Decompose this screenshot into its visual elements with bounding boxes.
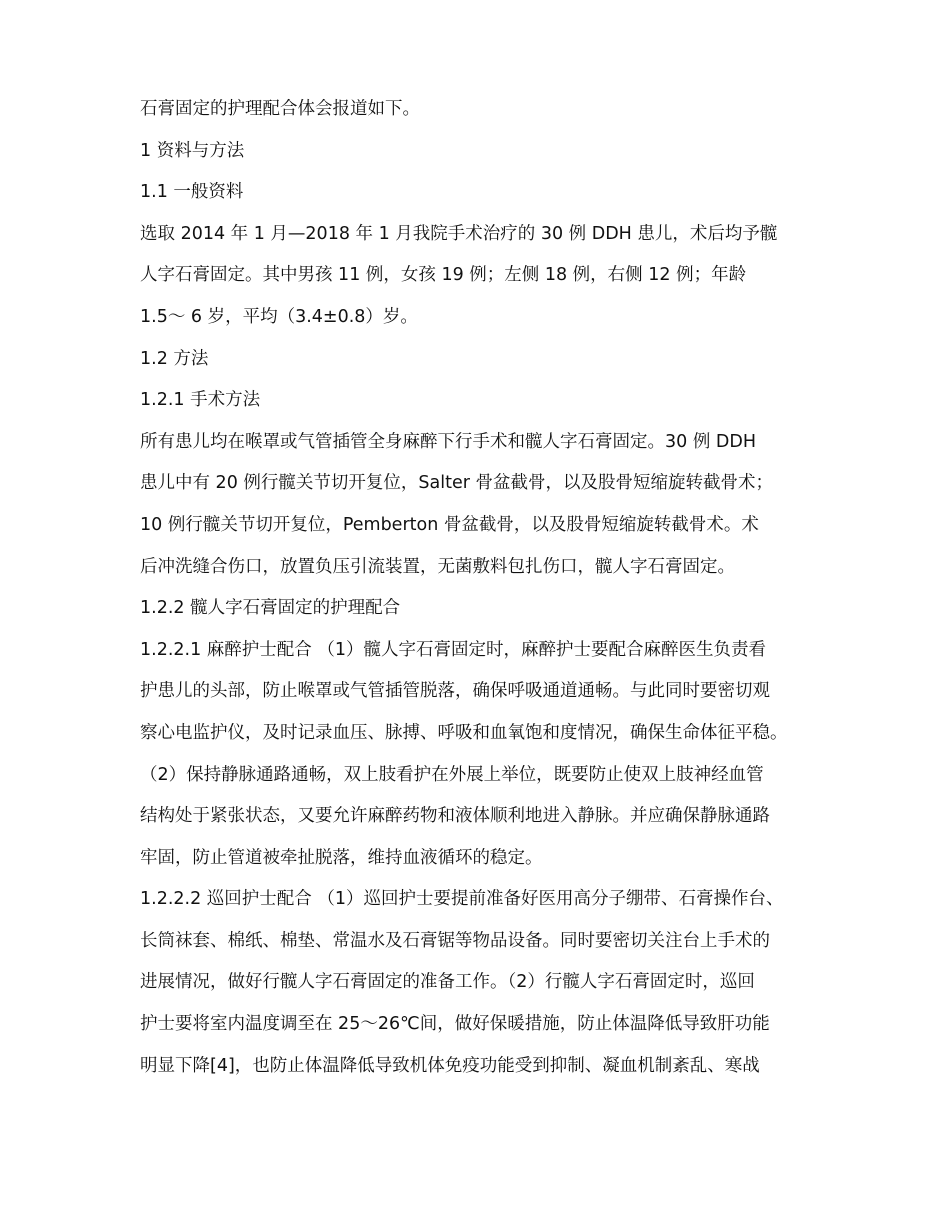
text-line: 1.2.2.2 巡回护士配合 （1）巡回护士要提前准备好医用高分子绷带、石膏操作台、 <box>140 889 784 910</box>
text-line: 后冲洗缝合伤口，放置负压引流装置，无菌敷料包扎伤口，髋人字石膏固定。 <box>140 556 735 577</box>
text-line: 护患儿的头部，防止喉罩或气管插管脱落，确保呼吸通道通畅。与此同时要密切观 <box>140 681 770 702</box>
text-line: 长筒袜套、棉纸、棉垫、常温水及石膏锯等物品设备。同时要密切关注台上手术的 <box>140 930 770 951</box>
subsection-heading: 1.2 方法 <box>140 348 209 369</box>
text-line: 明显下降[4]，也防止体温降低导致机体免疫功能受到抑制、凝血机制紊乱、寒战 <box>140 1055 760 1076</box>
text-line: （2）保持静脉通路通畅，双上肢看护在外展上举位，既要防止使双上肢神经血管 <box>140 764 764 785</box>
subsection-heading: 1.2.1 手术方法 <box>140 390 261 411</box>
text-line: 选取 2014 年 1 月—2018 年 1 月我院手术治疗的 30 例 DDH 患儿，术后均予髋 <box>140 223 778 244</box>
subsection-heading: 1.2.2 髋人字石膏固定的护理配合 <box>140 598 401 619</box>
text-line: 1.2.2.1 麻醉护士配合 （1）髋人字石膏固定时，麻醉护士要配合麻醉医生负责看 <box>140 639 766 660</box>
text-line: 察心电监护仪，及时记录血压、脉搏、呼吸和血氧饱和度情况，确保生命体征平稳。 <box>140 722 788 743</box>
text-line: 所有患儿均在喉罩或气管插管全身麻醉下行手术和髋人字石膏固定。30 例 DDH <box>140 431 757 452</box>
text-line: 1.5～ 6 岁，平均（3.4±0.8）岁。 <box>140 306 418 327</box>
text-line: 石膏固定的护理配合体会报道如下。 <box>140 99 420 119</box>
text-line: 牢固，防止管道被牵扯脱落，维持血液循环的稳定。 <box>140 847 543 868</box>
text-line: 患儿中有 20 例行髋关节切开复位，Salter 骨盆截骨，以及股骨短缩旋转截骨术； <box>140 473 773 494</box>
text-line: 10 例行髋关节切开复位，Pemberton 骨盆截骨，以及股骨短缩旋转截骨术。术 <box>140 514 759 535</box>
text-line: 护士要将室内温度调至在 25～26℃间，做好保暖措施，防止体温降低导致肝功能 <box>140 1014 770 1035</box>
text-line: 人字石膏固定。其中男孩 11 例，女孩 19 例；左侧 18 例，右侧 12 例；年龄 <box>140 265 747 286</box>
document-body <box>140 89 830 1087</box>
text-line: 结构处于紧张状态，又要允许麻醉药物和液体顺利地进入静脉。并应确保静脉通路 <box>140 806 770 827</box>
text-line: 进展情况，做好行髋人字石膏固定的准备工作。（2）行髋人字石膏固定时，巡回 <box>140 972 755 993</box>
subsection-heading: 1.1 一般资料 <box>140 182 244 203</box>
section-heading: 1 资料与方法 <box>140 140 245 161</box>
